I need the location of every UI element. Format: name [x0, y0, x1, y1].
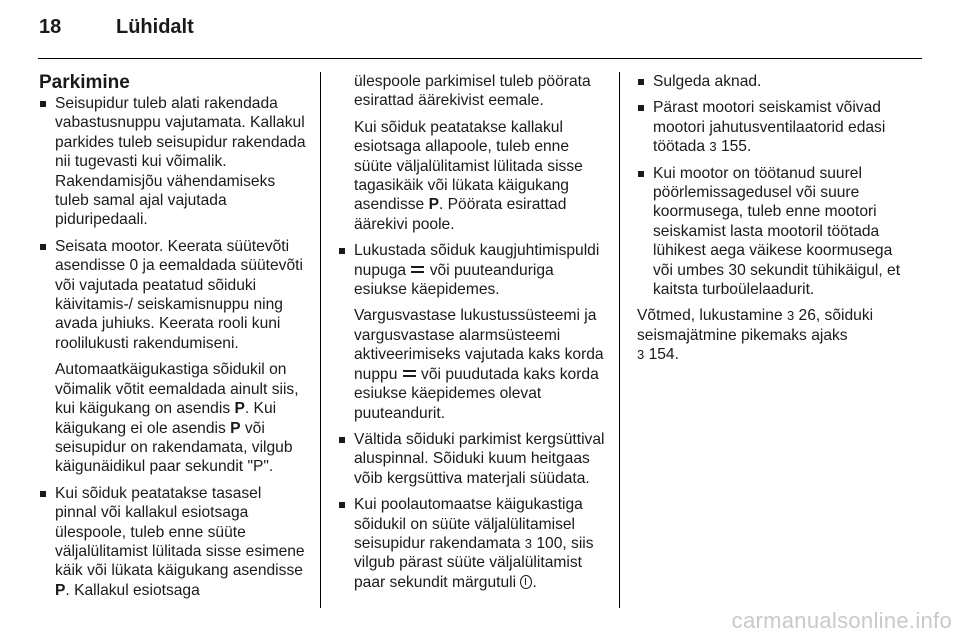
list-item-text: siis vilgub pärast süüte väljalülitamist paar sekundit märgutuli — [354, 534, 594, 591]
list-item-text: Kui poolautomaatse käigukastiga sõidukil on süüte väljalülitamisel seisupidur rakendamata — [354, 496, 583, 552]
bullet-icon — [638, 171, 644, 177]
column-divider-2 — [619, 72, 620, 608]
list-item-text: Vältida sõiduki parkimist kergsüttival aluspinnal. Sõiduki kuum heitgaas võib kergsüttiva materjali süüdata. — [354, 430, 605, 487]
list-item — [637, 164, 909, 300]
bullet-icon — [638, 79, 644, 85]
list-item-text: Lukustada sõiduk kaugjuhtimispuldi nupuga — [354, 242, 600, 279]
lock-button-icon — [403, 370, 416, 377]
list-item-text: . — [532, 573, 537, 591]
bullet-icon — [339, 437, 345, 443]
paragraph-text: . Kui käigukang ei ole asendis — [55, 400, 277, 437]
section-heading: Parkimine — [39, 72, 130, 93]
bullet-list — [39, 94, 307, 353]
page-reference: 26, sõiduki seismajätmine pikemaks ajaks — [637, 307, 874, 344]
paragraph-text: Vargusvastase lukustussüsteemi ja vargusvastase alarmsüsteemi aktiveerimiseks vajutada kaks korda nuppu — [354, 307, 604, 383]
list-item — [338, 430, 606, 488]
bullet-list — [39, 484, 307, 600]
page-reference-icon: 3 — [709, 139, 717, 155]
list-item-text: Kui mootor on töötanud suurel pöörlemissagedusel või suure koormusega, tuleb enne mootori seiskamist lasta mootoril töötada lühikest aega väikese koormusega või umbes 30 sekundit tühikäigul, et kaitsta turboülelaadurit. — [653, 164, 901, 299]
bullet-list — [338, 241, 606, 299]
paragraph-text: Kui sõiduk peatatakse kallakul esiotsaga allapoole, tuleb enne süüte väljalülitamist lülitada sisse tagasikäik või lükata käigukang asendisse — [354, 118, 583, 214]
bullet-list — [637, 72, 909, 299]
header-title: Lühidalt — [116, 16, 194, 38]
bullet-list — [338, 430, 606, 592]
watermark: carmanualsonline.info — [731, 608, 952, 633]
page-number: 18 — [39, 16, 62, 38]
gear-position-label: P — [230, 419, 241, 437]
bullet-icon — [339, 502, 345, 508]
paragraph-text: . Pöörata esirattad äärekivi poole. — [354, 196, 567, 233]
bullet-icon — [40, 244, 46, 250]
paragraph-text: Automaatkäigukastiga sõidukil on võimalik võtit eemaldada ainult siis, kui käigukang on asendis — [55, 361, 299, 418]
cross-reference-paragraph — [637, 306, 909, 364]
bullet-icon — [638, 105, 644, 111]
list-item — [39, 237, 307, 353]
bullet-icon — [339, 248, 345, 254]
list-item-text: Seisata mootor. Keerata süütevõti asendisse 0 ja eemaldada süütevõti või vajutada peatatud sõiduki käivitamis-/ seiskamisnuppu ning avada juhiuks. Keerata rooli kuni roolilukusti rakendumiseni. — [55, 237, 303, 352]
paragraph-text: Võtmed, lukustamine — [637, 307, 783, 325]
column-1 — [39, 72, 307, 607]
list-item-text: Seisupidur tuleb alati rakendada vabastusnuppu vajutamata. Kallakul parkides tuleb seisupidur rakendada nii tugevasti kui võimalik. Rakendamisjõu vähendamiseks tuleb samal ajal vajutada piduripedaali. — [55, 95, 306, 229]
paragraph-text: või puudutada kaks korda esiukse käepidemes olevat puuteandurit. — [354, 365, 599, 422]
gear-position-label: P — [234, 400, 245, 418]
list-item-text: . Kallakul esiotsaga — [65, 581, 200, 599]
paragraph: ülespoole parkimisel tuleb pöörata esirattad äärekivist eemale. — [354, 73, 591, 110]
page-reference-icon: 3 — [524, 535, 533, 551]
paragraph — [354, 306, 606, 422]
bullet-icon — [40, 491, 46, 497]
page-reference-icon: 3 — [637, 347, 645, 363]
lock-button-icon — [411, 266, 424, 273]
gear-position-label: P — [55, 581, 66, 599]
paragraph — [55, 360, 307, 476]
list-item — [39, 94, 307, 230]
list-item-text: või puuteanduriga esiukse käepidemes. — [354, 261, 554, 299]
column-divider-1 — [320, 72, 321, 608]
page-reference: 154. — [644, 346, 679, 364]
paragraph — [354, 118, 606, 234]
list-item-text: Pärast mootori seiskamist võivad mootori jahutusventilaatorid edasi töötada — [653, 99, 886, 156]
page-reference: 155. — [716, 138, 752, 156]
gear-position-label: P — [428, 196, 439, 214]
list-item-text: Sulgeda aknad. — [653, 73, 762, 90]
page-reference: 100, — [532, 534, 567, 552]
list-item-text: Kui sõiduk peatatakse tasasel pinnal või kallakul esiotsaga ülespoole, tuleb enne süüte väljalülitamist lülitada sisse esimene käik või lükata käigukang asendisse — [55, 484, 305, 580]
list-item — [637, 72, 909, 91]
warning-light-icon — [520, 575, 532, 589]
paragraph-text: või seisupidur on rakendamata, vilgub käigunäidikul paar sekundit "P". — [55, 419, 293, 476]
bullet-icon — [40, 101, 46, 107]
column-2 — [338, 72, 606, 599]
list-item — [338, 495, 606, 592]
column-3 — [637, 72, 909, 373]
header-rule — [38, 58, 922, 59]
list-item — [338, 241, 606, 299]
page-reference-icon: 3 — [786, 308, 795, 324]
list-item — [39, 484, 307, 600]
list-item — [637, 98, 909, 156]
